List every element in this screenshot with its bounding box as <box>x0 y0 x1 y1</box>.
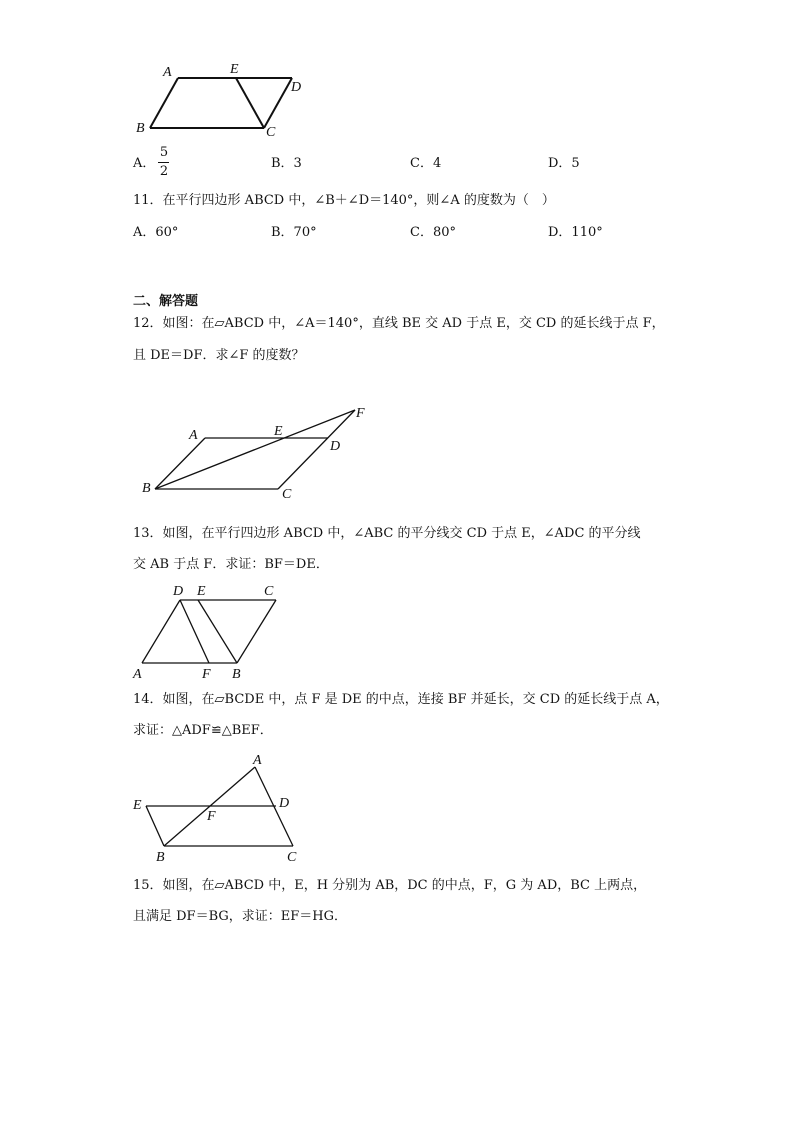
q14-label-d: D <box>279 796 290 811</box>
q12-line1: 12．如图：在▱ABCD 中，∠A＝140°，直线 BE 交 AD 于点 E，交 CD 的延长线于点 F， <box>133 316 665 331</box>
q10-label-d: D <box>291 80 302 95</box>
q15-line1: 15．如图，在▱ABCD 中，E，H 分别为 AB，DC 的中点，F，G 为 AD，BC 上两点， <box>133 878 647 893</box>
q13-label-a: A <box>133 667 142 682</box>
q10-option-c: C．4 <box>410 156 442 171</box>
q12-label-d: D <box>330 439 341 454</box>
q14-label-a: A <box>253 753 262 768</box>
q12-line2: 且 DE＝DF．求∠F 的度数？ <box>133 348 305 363</box>
fraction-denominator: 2 <box>159 164 169 179</box>
q13-label-f: F <box>202 667 211 682</box>
q14-label-b: B <box>156 850 165 865</box>
q10-label-b: B <box>136 121 145 136</box>
q10-label-a: A <box>163 65 172 80</box>
q10-figure <box>0 0 794 160</box>
q10-option-a-prefix: A． <box>133 156 156 171</box>
segment-df <box>180 600 209 663</box>
q12-label-b: B <box>142 481 151 496</box>
q11-option-d: D．110° <box>548 225 603 240</box>
segment-bf <box>155 410 355 489</box>
q13-line1: 13．如图，在平行四边形 ABCD 中，∠ABC 的平分线交 CD 于点 E，∠ADC 的平分线 <box>133 526 641 541</box>
q13-line2: 交 AB 于点 F．求证：BF＝DE． <box>133 557 329 572</box>
segment-fc <box>278 410 355 489</box>
q10-label-c: C <box>266 125 276 140</box>
q10-parallelogram <box>150 78 292 128</box>
q13-label-c: C <box>264 584 274 599</box>
q11-option-a: A．60° <box>133 225 179 240</box>
q10-label-e: E <box>230 62 239 77</box>
q14-label-f: F <box>207 809 216 824</box>
segment-eb <box>198 600 237 663</box>
q12-label-e: E <box>274 424 283 439</box>
q11-option-c: C．80° <box>410 225 456 240</box>
q15-line2: 且满足 DF＝BG，求证：EF＝HG． <box>133 909 347 924</box>
q13-label-d: D <box>173 584 184 599</box>
segment-dc <box>264 78 292 128</box>
q10-option-a-fraction <box>157 145 171 181</box>
segment-ec <box>236 78 264 128</box>
q11-option-b: B．70° <box>271 225 317 240</box>
segment-ba <box>155 438 205 489</box>
segment-cb <box>237 600 276 663</box>
q14-label-e: E <box>133 798 142 813</box>
fraction-bar <box>158 162 169 163</box>
q12-label-c: C <box>282 487 292 502</box>
q12-label-f: F <box>356 406 365 421</box>
q10-option-b: B．3 <box>271 156 302 171</box>
segment-eb <box>146 806 164 846</box>
q12-label-a: A <box>189 428 198 443</box>
segment-ad <box>142 600 180 663</box>
q14-line2: 求证：△ADF≌△BEF． <box>133 723 273 738</box>
q14-figure <box>0 745 794 870</box>
q14-line1: 14．如图，在▱BCDE 中，点 F 是 DE 的中点，连接 BF 并延长，交 CD 的延长线于点 A， <box>133 692 669 707</box>
segment-ba <box>150 78 178 128</box>
q13-figure <box>0 580 794 680</box>
q11-text: 11．在平行四边形 ABCD 中，∠B＋∠D＝140°，则∠A 的度数为（ ） <box>133 193 555 208</box>
section-title: 二、解答题 <box>133 294 199 309</box>
q14-label-c: C <box>287 850 297 865</box>
q12-figure <box>0 390 794 510</box>
fraction-numerator: 5 <box>159 145 169 160</box>
q10-option-d: D．5 <box>548 156 580 171</box>
q13-label-b: B <box>232 667 241 682</box>
q13-label-e: E <box>197 584 206 599</box>
